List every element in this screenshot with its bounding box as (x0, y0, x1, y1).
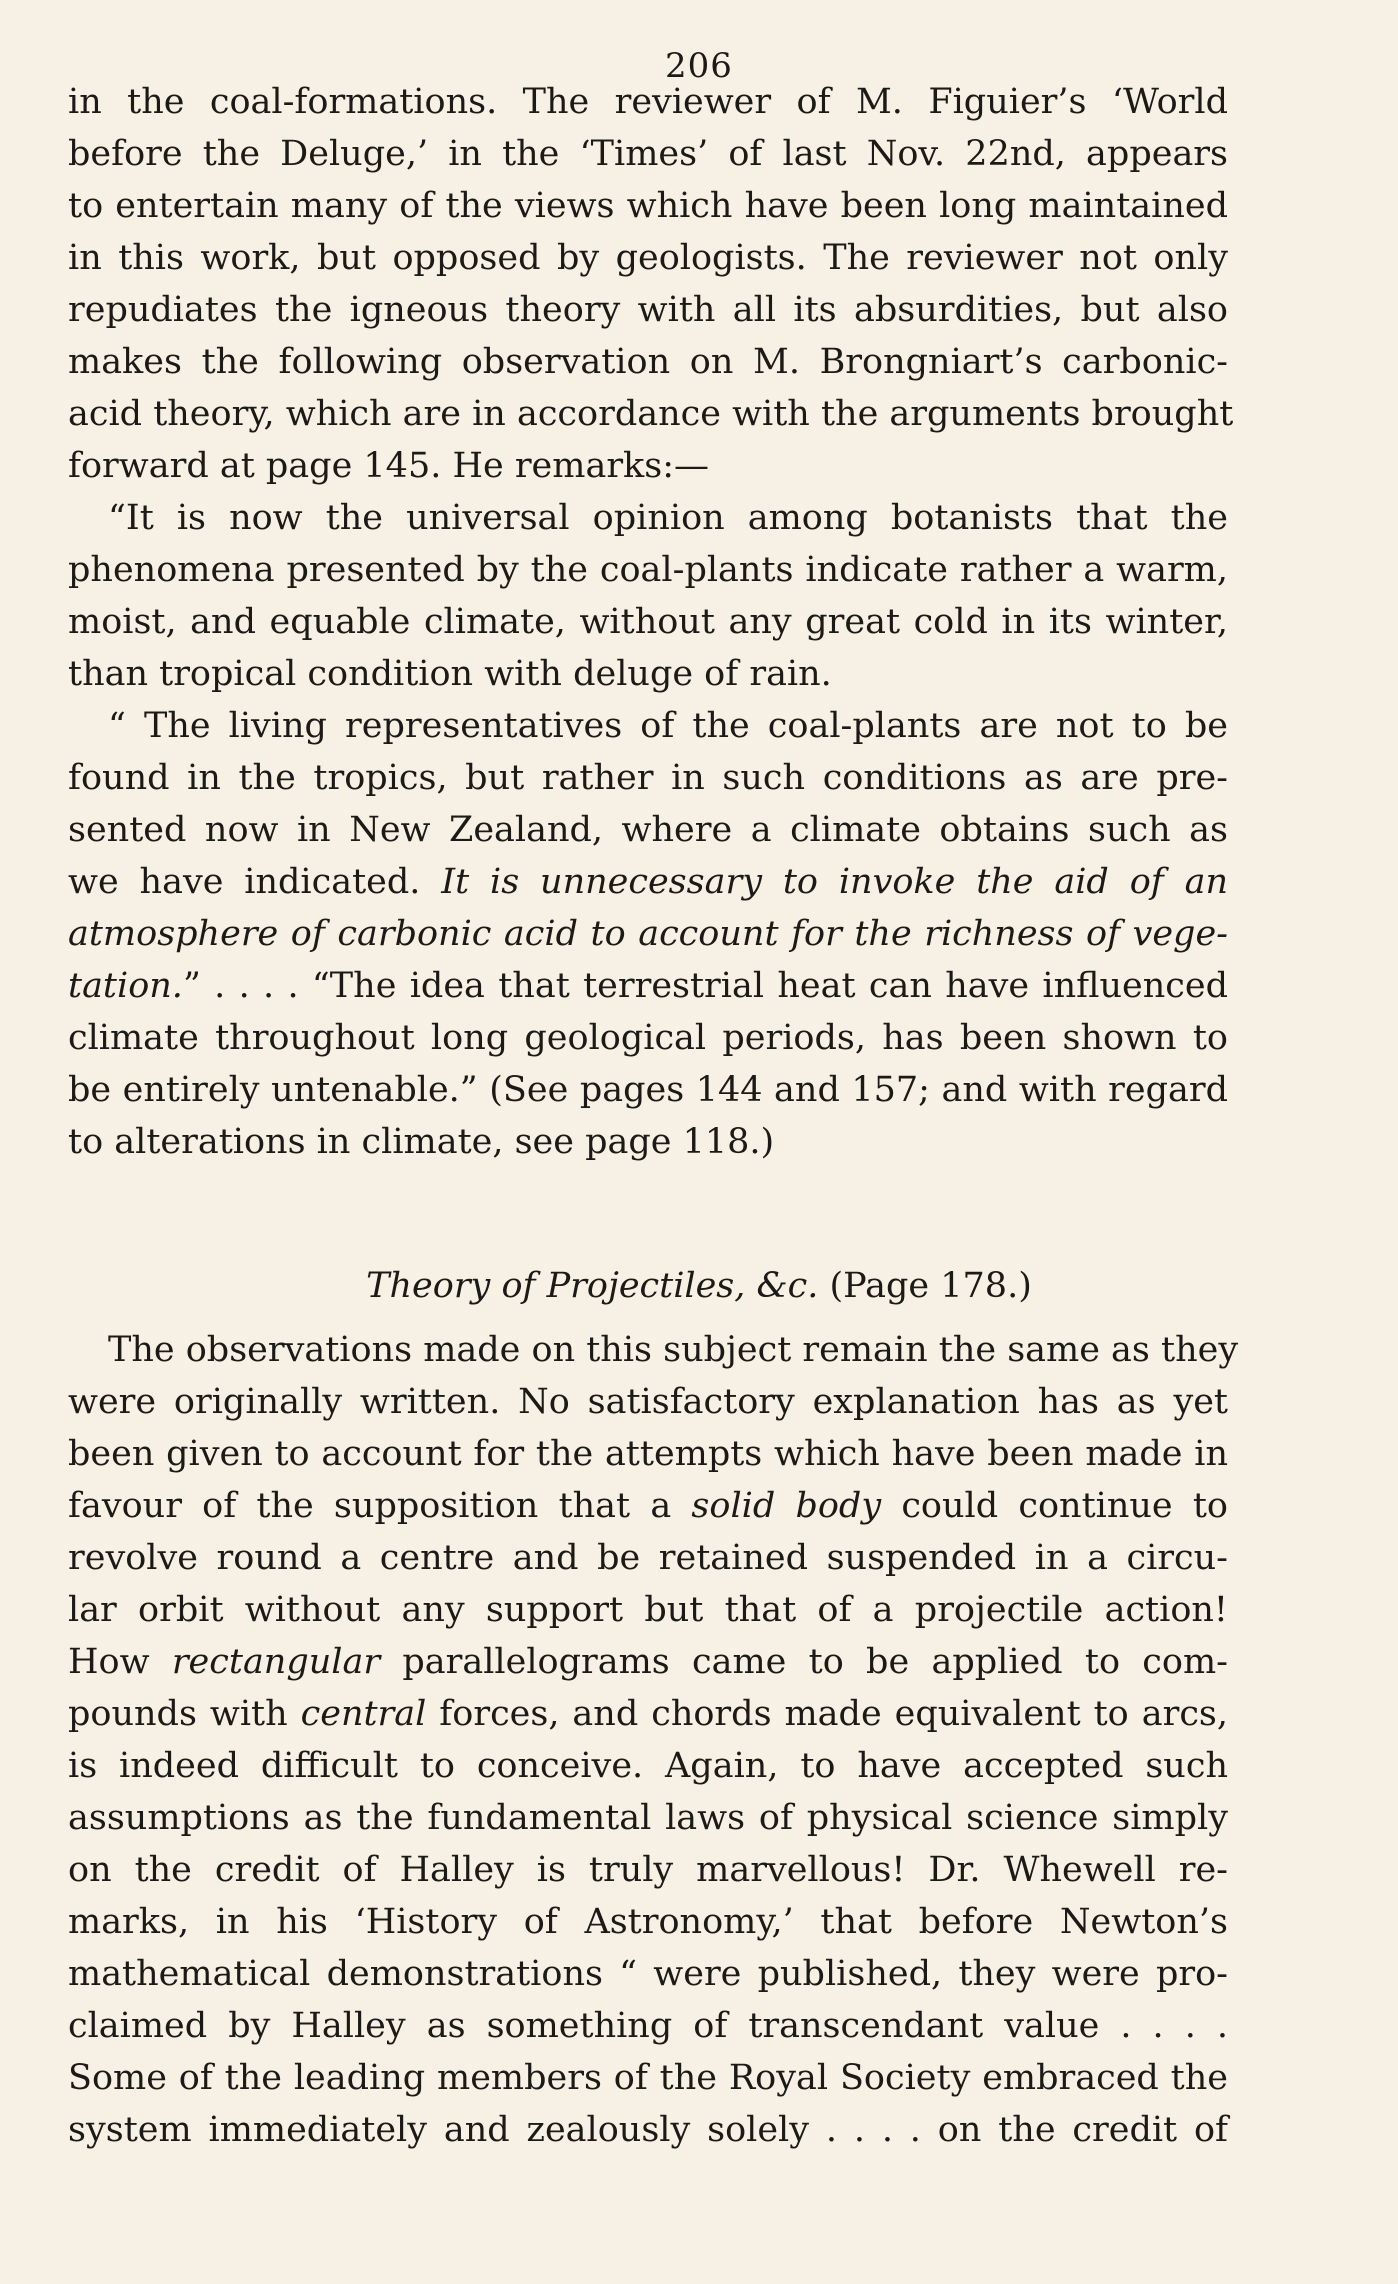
text-line: in the coal-formations. The reviewer of M. Figuier’s ‘World (68, 82, 1228, 122)
plain-run: favour of the supposition that a (68, 1486, 692, 1526)
plain-run: forces, and chords made equivalent to arcs, (426, 1694, 1229, 1734)
text-line: been given to account for the attempts which have been made in (68, 1434, 1228, 1474)
quote-line: “ The living representatives of the coal-plants are not to be (108, 706, 1228, 746)
italic-run: It is unnecessary to invoke the aid of an (441, 862, 1228, 902)
quote-line: “It is now the universal opinion among botanists that the (108, 498, 1228, 538)
text-line: Some of the leading members of the Royal Society embraced the (68, 2058, 1228, 2098)
plain-run: ” . . . . “The idea that terrestrial heat can have influenced (182, 966, 1228, 1006)
italic-run: central (300, 1694, 427, 1734)
text-line: system immediately and zealously solely . . . . on the credit of (68, 2110, 1228, 2150)
text-line (68, 1484, 1228, 1528)
quote-line (68, 860, 1228, 904)
text-line: makes the following observation on M. Brongniart’s carbonic- (68, 342, 1228, 382)
italic-run: solid body (691, 1486, 882, 1526)
text-line: on the credit of Halley is truly marvellous! Dr. Whewell re- (68, 1850, 1228, 1890)
quote-line: climate throughout long geological periods, has been shown to (68, 1018, 1228, 1058)
quote-line: than tropical condition with deluge of rain. (68, 654, 832, 694)
text-line: The observations made on this subject remain the same as they (108, 1330, 1239, 1370)
plain-run: pounds with (68, 1694, 301, 1734)
italic-run: tation. (68, 966, 183, 1006)
quote-line: phenomena presented by the coal-plants indicate rather a warm, (68, 550, 1228, 590)
italic-run: atmosphere of carbonic acid to account for the richness of vege- (68, 914, 1228, 954)
text-line: before the Deluge,’ in the ‘Times’ of last Nov. 22nd, appears (68, 134, 1228, 174)
text-line: marks, in his ‘History of Astronomy,’ that before Newton’s (68, 1902, 1228, 1942)
quote-line: to alterations in climate, see page 118.) (68, 1122, 775, 1162)
text-line: repudiates the igneous theory with all its absurdities, but also (68, 290, 1228, 330)
text-line: acid theory, which are in accordance with the arguments brought (68, 394, 1234, 434)
plain-run: we have indicated. (68, 862, 442, 902)
text-line: in this work, but opposed by geologists. The reviewer not only (68, 238, 1228, 278)
quote-line: be entirely untenable.” (See pages 144 and 157; and with regard (68, 1070, 1228, 1110)
text-line (68, 1692, 1228, 1736)
text-line: forward at page 145. He remarks:— (68, 446, 710, 486)
plain-run: parallelograms came to be applied to com- (380, 1642, 1228, 1682)
heading-page-ref: (Page 178.) (818, 1266, 1032, 1306)
text-line: revolve round a centre and be retained suspended in a circu- (68, 1538, 1228, 1578)
text-line: mathematical demonstrations “ were published, they were pro- (68, 1954, 1228, 1994)
text-line: lar orbit without any support but that of a projectile action! (68, 1590, 1228, 1630)
text-line: were originally written. No satisfactory explanation has as yet (68, 1382, 1228, 1422)
quote-line: moist, and equable climate, without any great cold in its winter, (68, 602, 1228, 642)
quote-line: sented now in New Zealand, where a climate obtains such as (68, 810, 1228, 850)
plain-run: could continue to (881, 1486, 1228, 1526)
page-number: 206 (665, 46, 733, 86)
text-line (68, 1640, 1228, 1684)
heading-italic: Theory of Projectiles, &c. (366, 1266, 819, 1306)
plain-run: How (68, 1642, 172, 1682)
section-heading (0, 1264, 1398, 1308)
quote-line (68, 912, 1228, 956)
text-line: to entertain many of the views which have been long maintained (68, 186, 1228, 226)
text-line: claimed by Halley as something of transcendant value . . . . (68, 2006, 1228, 2046)
quote-line: found in the tropics, but rather in such conditions as are pre- (68, 758, 1228, 798)
italic-run: rectangular (171, 1642, 381, 1682)
quote-line (68, 964, 1228, 1008)
text-line: assumptions as the fundamental laws of physical science simply (68, 1798, 1228, 1838)
text-line: is indeed difficult to conceive. Again, to have accepted such (68, 1746, 1228, 1786)
